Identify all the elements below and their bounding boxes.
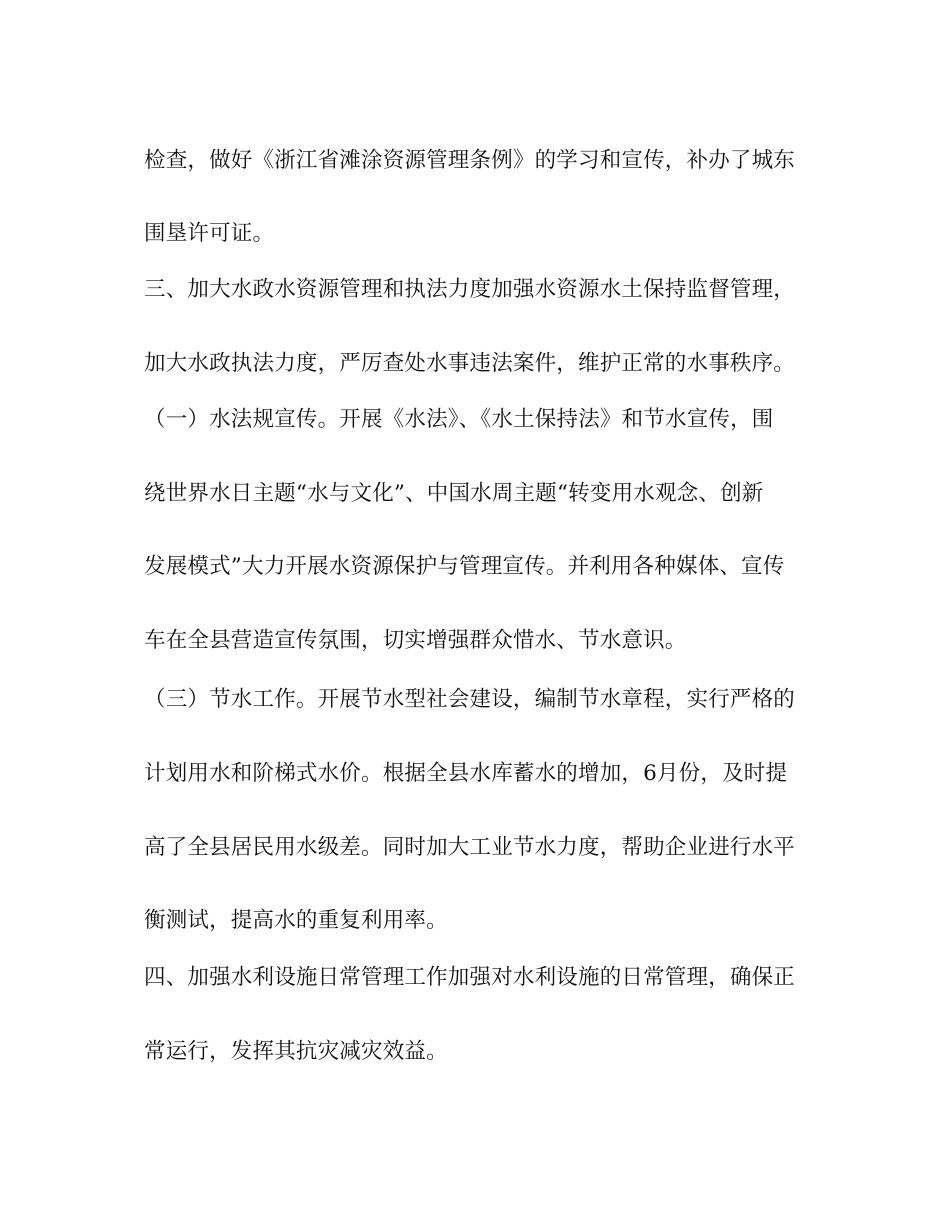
text-line: 计划用水和阶梯式水价。根据全县水库蓄水的增加，6月份，及时提 <box>144 761 788 786</box>
text-line: 高了全县居民用水级差。同时加大工业节水力度，帮助企业进行水平 <box>144 835 796 860</box>
text-line: 发展模式”大力开展水资源保护与管理宣传。并利用各种媒体、宣传 <box>144 554 785 579</box>
section-heading: 四、加强水利设施日常管理工作加强对水利设施的日常管理，确保正 <box>144 965 796 990</box>
text-line: 衡测试，提高水的重复利用率。 <box>144 908 448 933</box>
text-line: 加大水政执法力度，严厉查处水事违法案件，维护正常的水事秩序。 <box>144 351 796 376</box>
text-line: 常运行，发挥其抗灾减灾效益。 <box>144 1039 448 1064</box>
section-heading: 三、加大水政水资源管理和执法力度加强水资源水土保持监督管理， <box>144 277 796 302</box>
text-line: 检查，做好《浙江省滩涂资源管理条例》的学习和宣传，补办了城东 <box>144 148 796 173</box>
text-line: 车在全县营造宣传氛围，切实增强群众惜水、节水意识。 <box>144 628 687 653</box>
subsection-heading: （三）节水工作。开展节水型社会建设，编制节水章程，实行严格的 <box>144 687 796 712</box>
text-line: 围垦许可证。 <box>144 221 275 246</box>
subsection-heading: （一）水法规宣传。开展《水法》、《水土保持法》和节水宣传，围 <box>144 407 774 432</box>
text-line: 绕世界水日主题“水与文化”、中国水周主题“转变用水观念、创新 <box>144 481 764 506</box>
